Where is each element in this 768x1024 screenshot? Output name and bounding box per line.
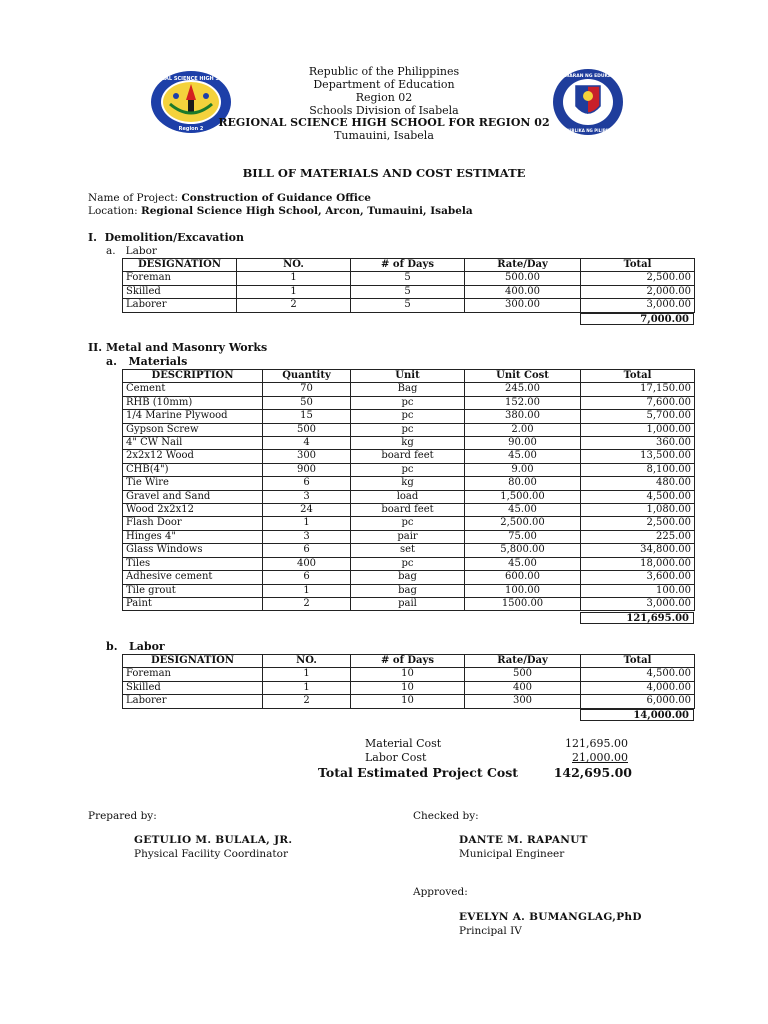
table-cell: 1 — [263, 517, 351, 530]
table-cell: 152.00 — [465, 396, 581, 409]
header-line-republic: Republic of the Philippines — [308, 65, 460, 78]
table-cell: 4,000.00 — [581, 681, 695, 694]
table-row — [123, 584, 695, 597]
table-cell: 1,000.00 — [581, 423, 695, 436]
table-cell: 400.00 — [465, 285, 581, 298]
column-header: Total — [581, 370, 695, 383]
table-cell: 6,000.00 — [581, 695, 695, 708]
table-cell: Tiles — [123, 557, 263, 570]
table-cell: 245.00 — [465, 383, 581, 396]
table-cell: board feet — [351, 450, 465, 463]
table-cell: 2 — [263, 695, 351, 708]
table-cell: 1 — [263, 681, 351, 694]
table-cell: 3,000.00 — [581, 299, 695, 312]
column-header: DESCRIPTION — [123, 370, 263, 383]
table-cell: bag — [351, 584, 465, 597]
column-header: NO. — [263, 655, 351, 668]
table-cell: pc — [351, 463, 465, 476]
table-cell: 3,000.00 — [581, 597, 695, 610]
table-row — [123, 530, 695, 543]
table-cell: 900 — [263, 463, 351, 476]
table-row — [123, 695, 695, 708]
project-location-value: Regional Science High School, Arcon, Tumauini, Isabela — [140, 205, 473, 217]
table-cell: Skilled — [123, 681, 263, 694]
table-cell: 400 — [263, 557, 351, 570]
checked-by-name: DANTE M. RAPANUT — [459, 834, 588, 846]
table-cell: 225.00 — [581, 530, 695, 543]
table-cell: Tile grout — [123, 584, 263, 597]
table-cell: 6 — [263, 571, 351, 584]
table-row — [123, 396, 695, 409]
approved-by-name: EVELYN A. BUMANGLAG,PhD — [459, 911, 642, 923]
table-cell: pc — [351, 517, 465, 530]
table-cell: 1 — [237, 285, 351, 298]
table-row — [123, 477, 695, 490]
table-cell: 1 — [237, 272, 351, 285]
table-cell: kg — [351, 437, 465, 450]
project-location-label: Location: — [88, 205, 138, 217]
column-header: Rate/Day — [465, 259, 581, 272]
table-cell: 360.00 — [581, 437, 695, 450]
table-row — [123, 410, 695, 423]
table-cell: 24 — [263, 504, 351, 517]
table-cell: 3 — [263, 530, 351, 543]
table-row — [123, 383, 695, 396]
table-row — [123, 285, 695, 298]
table-cell: kg — [351, 477, 465, 490]
section-1-heading: I. Demolition/Excavation — [88, 231, 244, 244]
demolition-labor-table — [122, 258, 695, 313]
total-cost-value: 142,695.00 — [553, 765, 632, 780]
header-town: Tumauini, Isabela — [334, 129, 434, 142]
material-cost-label: Material Cost — [365, 737, 442, 750]
table-cell: Gravel and Sand — [123, 490, 263, 503]
column-header: # of Days — [351, 259, 465, 272]
table-cell: 5,700.00 — [581, 410, 695, 423]
table-cell: 80.00 — [465, 477, 581, 490]
table-cell: Foreman — [123, 272, 237, 285]
table-cell: 8,100.00 — [581, 463, 695, 476]
table-cell: 34,800.00 — [581, 544, 695, 557]
table-cell: 1 — [263, 668, 351, 681]
table-row — [123, 272, 695, 285]
column-header: DESIGNATION — [123, 655, 263, 668]
table-row — [123, 571, 695, 584]
header-line-division: Schools Division of Isabela — [309, 104, 459, 117]
table-cell: 5 — [351, 272, 465, 285]
materials-table — [122, 369, 695, 611]
table-cell: Tie Wire — [123, 477, 263, 490]
material-cost-value: 121,695.00 — [565, 737, 628, 750]
column-header: # of Days — [351, 655, 465, 668]
prepared-by-label: Prepared by: — [88, 810, 157, 822]
column-header: Rate/Day — [465, 655, 581, 668]
table-cell: 70 — [263, 383, 351, 396]
project-name-label: Name of Project: — [88, 192, 179, 204]
table-cell: load — [351, 490, 465, 503]
document-title: BILL OF MATERIALS AND COST ESTIMATE — [242, 166, 526, 180]
table-row — [123, 450, 695, 463]
table-cell: 4" CW Nail — [123, 437, 263, 450]
table-cell: bag — [351, 571, 465, 584]
table-row — [123, 437, 695, 450]
right-logo-text: KAGAWARAN NG EDUKASYON — [550, 74, 626, 79]
table-cell: pail — [351, 597, 465, 610]
section-2-sub-labor: b. Labor — [106, 640, 165, 653]
masonry-labor-total: 14,000.00 — [580, 709, 694, 721]
table-header-row — [123, 370, 695, 383]
table-cell: 90.00 — [465, 437, 581, 450]
table-cell: 300.00 — [465, 299, 581, 312]
header-school-name: REGIONAL SCIENCE HIGH SCHOOL FOR REGION 02 — [218, 116, 550, 129]
table-cell: 45.00 — [465, 450, 581, 463]
materials-total: 121,695.00 — [580, 612, 694, 624]
table-cell: 400 — [465, 681, 581, 694]
checked-by-title: Municipal Engineer — [459, 848, 565, 860]
total-cost-label: Total Estimated Project Cost — [318, 765, 519, 780]
table-cell: Hinges 4" — [123, 530, 263, 543]
checked-by-label: Checked by: — [413, 810, 479, 822]
project-name-value: Construction of Guidance Office — [181, 192, 371, 204]
table-row — [123, 299, 695, 312]
table-cell: Laborer — [123, 695, 263, 708]
table-row — [123, 557, 695, 570]
table-cell: 4 — [263, 437, 351, 450]
table-cell: pair — [351, 530, 465, 543]
table-cell: 1/4 Marine Plywood — [123, 410, 263, 423]
table-row — [123, 423, 695, 436]
header-line-region: Region 02 — [355, 91, 413, 104]
table-cell: 300 — [465, 695, 581, 708]
table-cell: set — [351, 544, 465, 557]
column-header: DESIGNATION — [123, 259, 237, 272]
table-cell: 300 — [263, 450, 351, 463]
table-cell: 1500.00 — [465, 597, 581, 610]
table-cell: 10 — [351, 681, 465, 694]
prepared-by-title: Physical Facility Coordinator — [134, 848, 288, 860]
table-cell: 6 — [263, 477, 351, 490]
project-location-line — [88, 205, 473, 217]
table-cell: 9.00 — [465, 463, 581, 476]
table-cell: pc — [351, 396, 465, 409]
table-cell: 4,500.00 — [581, 668, 695, 681]
masonry-labor-table — [122, 654, 695, 709]
labor-cost-label: Labor Cost — [365, 751, 427, 764]
table-cell: 5,800.00 — [465, 544, 581, 557]
table-cell: 5 — [351, 299, 465, 312]
approved-by-title: Principal IV — [459, 925, 522, 937]
table-cell: 10 — [351, 695, 465, 708]
table-cell: Gypson Screw — [123, 423, 263, 436]
table-cell: 2,000.00 — [581, 285, 695, 298]
table-cell: 1,080.00 — [581, 504, 695, 517]
table-cell: 6 — [263, 544, 351, 557]
table-row — [123, 463, 695, 476]
table-cell: 5 — [351, 285, 465, 298]
header-line-deped: Department of Education — [313, 78, 455, 91]
project-name-line — [88, 192, 371, 204]
approved-label: Approved: — [413, 886, 468, 898]
table-header-row — [123, 655, 695, 668]
table-cell: 500 — [465, 668, 581, 681]
table-cell: Skilled — [123, 285, 237, 298]
table-cell: pc — [351, 423, 465, 436]
table-cell: 1 — [263, 584, 351, 597]
left-logo-text: REGIONAL SCIENCE HIGH SCHOOL — [143, 76, 239, 82]
column-header: Unit — [351, 370, 465, 383]
table-cell: 75.00 — [465, 530, 581, 543]
table-cell: 13,500.00 — [581, 450, 695, 463]
table-cell: Cement — [123, 383, 263, 396]
table-cell: 10 — [351, 668, 465, 681]
column-header: Quantity — [263, 370, 351, 383]
column-header: NO. — [237, 259, 351, 272]
table-cell: 3 — [263, 490, 351, 503]
right-logo-sub: REPUBLIKA NG PILIPINAS — [559, 128, 617, 133]
section-1-sub: a. Labor — [106, 245, 157, 257]
table-cell: 2 — [263, 597, 351, 610]
table-cell: 3,600.00 — [581, 571, 695, 584]
table-cell: 2.00 — [465, 423, 581, 436]
table-row — [123, 668, 695, 681]
table-cell: 50 — [263, 396, 351, 409]
table-cell: Flash Door — [123, 517, 263, 530]
table-cell: 45.00 — [465, 504, 581, 517]
table-row — [123, 681, 695, 694]
table-cell: Bag — [351, 383, 465, 396]
demolition-labor-total: 7,000.00 — [580, 313, 694, 325]
table-cell: 100.00 — [465, 584, 581, 597]
section-2-heading: II. Metal and Masonry Works — [88, 341, 268, 354]
table-cell: Foreman — [123, 668, 263, 681]
table-cell: 1,500.00 — [465, 490, 581, 503]
left-logo-sub: Region 2 — [178, 126, 204, 132]
table-row — [123, 504, 695, 517]
column-header: Total — [581, 259, 695, 272]
table-cell: 2x2x12 Wood — [123, 450, 263, 463]
table-row — [123, 490, 695, 503]
table-cell: CHB(4") — [123, 463, 263, 476]
table-cell: 2,500.00 — [465, 517, 581, 530]
table-cell: 500.00 — [465, 272, 581, 285]
table-cell: 15 — [263, 410, 351, 423]
column-header: Unit Cost — [465, 370, 581, 383]
table-row — [123, 544, 695, 557]
table-cell: 17,150.00 — [581, 383, 695, 396]
table-cell: Adhesive cement — [123, 571, 263, 584]
labor-cost-value: 21,000.00 — [572, 751, 628, 764]
table-cell: 45.00 — [465, 557, 581, 570]
table-cell: 7,600.00 — [581, 396, 695, 409]
table-cell: 100.00 — [581, 584, 695, 597]
table-cell: 2,500.00 — [581, 272, 695, 285]
table-cell: pc — [351, 557, 465, 570]
table-cell: board feet — [351, 504, 465, 517]
prepared-by-name: GETULIO M. BULALA, JR. — [134, 834, 293, 846]
table-header-row — [123, 259, 695, 272]
table-cell: 600.00 — [465, 571, 581, 584]
table-row — [123, 517, 695, 530]
table-cell: Paint — [123, 597, 263, 610]
table-cell: 2 — [237, 299, 351, 312]
table-cell: 18,000.00 — [581, 557, 695, 570]
table-cell: 500 — [263, 423, 351, 436]
table-row — [123, 597, 695, 610]
table-cell: RHB (10mm) — [123, 396, 263, 409]
table-cell: 4,500.00 — [581, 490, 695, 503]
column-header: Total — [581, 655, 695, 668]
table-cell: 380.00 — [465, 410, 581, 423]
table-cell: Laborer — [123, 299, 237, 312]
table-cell: 2,500.00 — [581, 517, 695, 530]
table-cell: Wood 2x2x12 — [123, 504, 263, 517]
table-cell: Glass Windows — [123, 544, 263, 557]
table-cell: 480.00 — [581, 477, 695, 490]
section-2-sub-materials: a. Materials — [106, 355, 188, 368]
table-cell: pc — [351, 410, 465, 423]
